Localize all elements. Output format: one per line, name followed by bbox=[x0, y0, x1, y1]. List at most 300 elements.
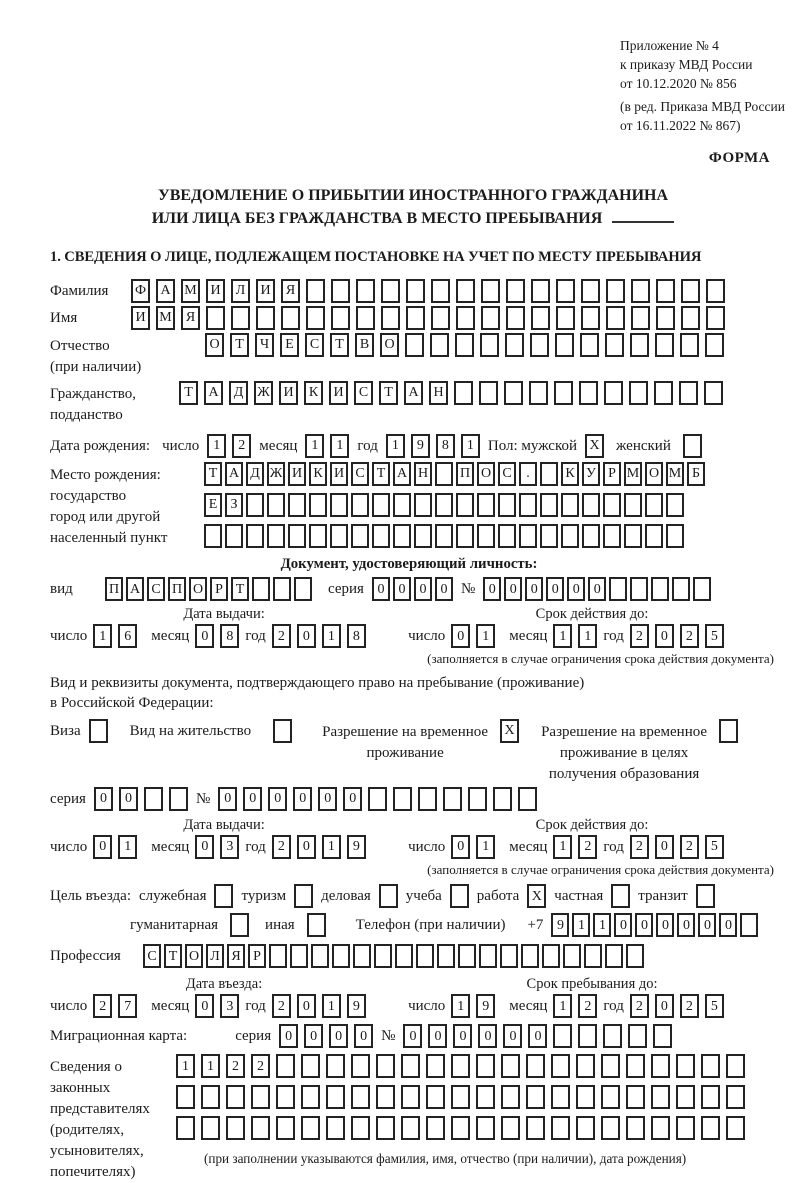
cell[interactable]: 0 bbox=[195, 624, 214, 648]
cell[interactable]: 0 bbox=[428, 1024, 447, 1048]
cell[interactable] bbox=[519, 524, 537, 548]
cell[interactable] bbox=[230, 913, 249, 937]
cell[interactable] bbox=[306, 279, 325, 303]
cell[interactable]: 3 bbox=[220, 835, 239, 859]
cell[interactable] bbox=[401, 1085, 420, 1109]
cell[interactable] bbox=[506, 306, 525, 330]
cell[interactable] bbox=[437, 944, 455, 968]
cell[interactable] bbox=[581, 279, 600, 303]
cell[interactable] bbox=[331, 279, 350, 303]
purpose-official-checkbox[interactable] bbox=[214, 884, 233, 908]
cell[interactable] bbox=[276, 1116, 295, 1140]
cell[interactable]: Т bbox=[372, 462, 390, 486]
cell[interactable] bbox=[603, 1024, 622, 1048]
residence-permit-checkbox[interactable] bbox=[273, 719, 292, 743]
cell[interactable]: 0 bbox=[195, 994, 214, 1018]
cell[interactable] bbox=[582, 493, 600, 517]
cell[interactable]: 9 bbox=[411, 434, 430, 458]
cell[interactable] bbox=[521, 944, 539, 968]
cell[interactable]: О bbox=[380, 333, 399, 357]
cell[interactable]: 6 bbox=[118, 624, 137, 648]
cell[interactable]: М bbox=[156, 306, 175, 330]
cell[interactable]: В bbox=[355, 333, 374, 357]
cell[interactable]: О bbox=[185, 944, 203, 968]
birthplace-input-row3[interactable] bbox=[204, 524, 705, 548]
cell[interactable] bbox=[726, 1116, 745, 1140]
cell[interactable]: 1 bbox=[553, 624, 572, 648]
cell[interactable]: 1 bbox=[201, 1054, 220, 1078]
cell[interactable] bbox=[456, 493, 474, 517]
cell[interactable] bbox=[582, 524, 600, 548]
permit-issue-year[interactable] bbox=[272, 835, 366, 859]
cell[interactable]: И bbox=[279, 381, 298, 405]
cell[interactable]: 2 bbox=[93, 994, 112, 1018]
cell[interactable]: 1 bbox=[578, 624, 597, 648]
cell[interactable]: С bbox=[143, 944, 161, 968]
cell[interactable] bbox=[656, 279, 675, 303]
cell[interactable] bbox=[540, 524, 558, 548]
cell[interactable] bbox=[426, 1116, 445, 1140]
cell[interactable]: П bbox=[168, 577, 186, 601]
cell[interactable] bbox=[645, 524, 663, 548]
cell[interactable] bbox=[701, 1085, 720, 1109]
cell[interactable]: 0 bbox=[435, 577, 453, 601]
cell[interactable]: 0 bbox=[719, 913, 737, 937]
cell[interactable]: 1 bbox=[572, 913, 590, 937]
cell[interactable] bbox=[676, 1085, 695, 1109]
cell[interactable]: О bbox=[477, 462, 495, 486]
cell[interactable]: 0 bbox=[635, 913, 653, 937]
cell[interactable] bbox=[601, 1116, 620, 1140]
cell[interactable] bbox=[601, 1085, 620, 1109]
cell[interactable] bbox=[676, 1116, 695, 1140]
cell[interactable]: 0 bbox=[451, 624, 470, 648]
cell[interactable] bbox=[704, 381, 723, 405]
cell[interactable] bbox=[294, 577, 312, 601]
cell[interactable] bbox=[430, 333, 449, 357]
cell[interactable] bbox=[311, 944, 329, 968]
cell[interactable] bbox=[144, 787, 163, 811]
cell[interactable] bbox=[476, 1085, 495, 1109]
cell[interactable] bbox=[450, 884, 469, 908]
cell[interactable] bbox=[414, 493, 432, 517]
cell[interactable] bbox=[531, 306, 550, 330]
cell[interactable]: 1 bbox=[93, 624, 112, 648]
cell[interactable] bbox=[372, 524, 390, 548]
cell[interactable] bbox=[416, 944, 434, 968]
cell[interactable] bbox=[330, 524, 348, 548]
cell[interactable]: 0 bbox=[478, 1024, 497, 1048]
cell[interactable]: 0 bbox=[451, 835, 470, 859]
cell[interactable]: 2 bbox=[251, 1054, 270, 1078]
cell[interactable] bbox=[551, 1085, 570, 1109]
cell[interactable] bbox=[374, 944, 392, 968]
cell[interactable] bbox=[500, 944, 518, 968]
cell[interactable]: 1 bbox=[330, 434, 349, 458]
cell[interactable] bbox=[351, 1116, 370, 1140]
cell[interactable] bbox=[376, 1116, 395, 1140]
cell[interactable]: 1 bbox=[322, 835, 341, 859]
cell[interactable] bbox=[477, 524, 495, 548]
cell[interactable] bbox=[426, 1085, 445, 1109]
cell[interactable]: О bbox=[189, 577, 207, 601]
cell[interactable]: 1 bbox=[322, 624, 341, 648]
cell[interactable] bbox=[726, 1054, 745, 1078]
cell[interactable]: 1 bbox=[451, 994, 470, 1018]
cell[interactable] bbox=[301, 1116, 320, 1140]
cell[interactable] bbox=[468, 787, 487, 811]
cell[interactable] bbox=[290, 944, 308, 968]
cell[interactable]: 5 bbox=[705, 994, 724, 1018]
cell[interactable] bbox=[401, 1054, 420, 1078]
cell[interactable] bbox=[176, 1085, 195, 1109]
permit-issue-day[interactable] bbox=[93, 835, 137, 859]
cell[interactable]: 0 bbox=[119, 787, 138, 811]
name-input[interactable] bbox=[131, 306, 725, 330]
cell[interactable]: М bbox=[624, 462, 642, 486]
cell[interactable]: 8 bbox=[436, 434, 455, 458]
permit-issue-month[interactable] bbox=[195, 835, 239, 859]
cell[interactable] bbox=[401, 1116, 420, 1140]
cell[interactable]: X bbox=[500, 719, 519, 743]
cell[interactable] bbox=[89, 719, 108, 743]
cell[interactable] bbox=[606, 306, 625, 330]
cell[interactable] bbox=[267, 493, 285, 517]
stay-month[interactable] bbox=[553, 994, 597, 1018]
cell[interactable]: 2 bbox=[232, 434, 251, 458]
cell[interactable]: У bbox=[582, 462, 600, 486]
cell[interactable] bbox=[630, 577, 648, 601]
cell[interactable] bbox=[576, 1085, 595, 1109]
cell[interactable]: 1 bbox=[305, 434, 324, 458]
cell[interactable]: 0 bbox=[279, 1024, 298, 1048]
cell[interactable] bbox=[681, 279, 700, 303]
cell[interactable]: 0 bbox=[546, 577, 564, 601]
migration-card-series-input[interactable] bbox=[279, 1024, 373, 1048]
cell[interactable]: 1 bbox=[176, 1054, 195, 1078]
cell[interactable] bbox=[526, 1116, 545, 1140]
cell[interactable]: 0 bbox=[655, 624, 674, 648]
cell[interactable]: 0 bbox=[304, 1024, 323, 1048]
cell[interactable]: К bbox=[304, 381, 323, 405]
purpose-other-checkbox[interactable] bbox=[307, 913, 326, 937]
cell[interactable] bbox=[579, 381, 598, 405]
reps-input-row2[interactable] bbox=[176, 1085, 745, 1109]
passport-valid-month[interactable] bbox=[553, 624, 597, 648]
cell[interactable]: 2 bbox=[680, 624, 699, 648]
cell[interactable] bbox=[225, 524, 243, 548]
cell[interactable] bbox=[414, 524, 432, 548]
purpose-tourism-checkbox[interactable] bbox=[294, 884, 313, 908]
cell[interactable] bbox=[256, 306, 275, 330]
cell[interactable] bbox=[705, 333, 724, 357]
cell[interactable]: 2 bbox=[272, 994, 291, 1018]
cell[interactable] bbox=[351, 1054, 370, 1078]
cell[interactable]: 0 bbox=[318, 787, 337, 811]
cell[interactable] bbox=[406, 306, 425, 330]
cell[interactable]: 0 bbox=[372, 577, 390, 601]
cell[interactable] bbox=[481, 306, 500, 330]
cell[interactable] bbox=[231, 306, 250, 330]
cell[interactable]: 0 bbox=[655, 994, 674, 1018]
permit-number-input[interactable] bbox=[218, 787, 537, 811]
cell[interactable] bbox=[498, 524, 516, 548]
cell[interactable]: 9 bbox=[476, 994, 495, 1018]
cell[interactable] bbox=[672, 577, 690, 601]
cell[interactable]: 1 bbox=[386, 434, 405, 458]
cell[interactable]: М bbox=[181, 279, 200, 303]
cell[interactable]: 8 bbox=[347, 624, 366, 648]
cell[interactable] bbox=[706, 279, 725, 303]
cell[interactable] bbox=[376, 1054, 395, 1078]
cell[interactable]: К bbox=[309, 462, 327, 486]
cell[interactable]: 1 bbox=[593, 913, 611, 937]
cell[interactable]: 2 bbox=[680, 835, 699, 859]
cell[interactable] bbox=[267, 524, 285, 548]
surname-input[interactable] bbox=[131, 279, 725, 303]
cell[interactable] bbox=[393, 787, 412, 811]
cell[interactable] bbox=[353, 944, 371, 968]
cell[interactable] bbox=[405, 333, 424, 357]
cell[interactable] bbox=[393, 493, 411, 517]
cell[interactable] bbox=[603, 493, 621, 517]
cell[interactable]: Т bbox=[231, 577, 249, 601]
cell[interactable]: П bbox=[105, 577, 123, 601]
cell[interactable] bbox=[332, 944, 350, 968]
cell[interactable] bbox=[214, 884, 233, 908]
cell[interactable] bbox=[169, 787, 188, 811]
cell[interactable]: 0 bbox=[504, 577, 522, 601]
cell[interactable] bbox=[479, 944, 497, 968]
cell[interactable]: Т bbox=[379, 381, 398, 405]
cell[interactable]: 1 bbox=[476, 624, 495, 648]
cell[interactable]: 0 bbox=[268, 787, 287, 811]
cell[interactable]: А bbox=[225, 462, 243, 486]
sex-male-checkbox[interactable] bbox=[585, 434, 604, 458]
cell[interactable]: М bbox=[666, 462, 684, 486]
cell[interactable]: 2 bbox=[630, 624, 649, 648]
cell[interactable]: 0 bbox=[297, 994, 316, 1018]
purpose-transit-checkbox[interactable] bbox=[696, 884, 715, 908]
cell[interactable] bbox=[576, 1054, 595, 1078]
entry-day[interactable] bbox=[93, 994, 137, 1018]
cell[interactable] bbox=[556, 279, 575, 303]
cell[interactable] bbox=[246, 493, 264, 517]
cell[interactable] bbox=[294, 884, 313, 908]
cell[interactable] bbox=[693, 577, 711, 601]
cell[interactable]: . bbox=[519, 462, 537, 486]
cell[interactable]: X bbox=[527, 884, 546, 908]
cell[interactable] bbox=[504, 381, 523, 405]
cell[interactable] bbox=[706, 306, 725, 330]
cell[interactable]: С bbox=[305, 333, 324, 357]
cell[interactable] bbox=[426, 1054, 445, 1078]
cell[interactable]: Д bbox=[229, 381, 248, 405]
cell[interactable]: 0 bbox=[503, 1024, 522, 1048]
permit-valid-month[interactable] bbox=[553, 835, 597, 859]
cell[interactable] bbox=[654, 381, 673, 405]
doc-series-input[interactable] bbox=[372, 577, 453, 601]
cell[interactable]: 0 bbox=[343, 787, 362, 811]
cell[interactable] bbox=[477, 493, 495, 517]
cell[interactable]: Ф bbox=[131, 279, 150, 303]
reps-input-row1[interactable] bbox=[176, 1054, 745, 1078]
cell[interactable] bbox=[530, 333, 549, 357]
cell[interactable]: Е bbox=[204, 493, 222, 517]
cell[interactable] bbox=[726, 1085, 745, 1109]
cell[interactable] bbox=[451, 1085, 470, 1109]
cell[interactable]: 0 bbox=[218, 787, 237, 811]
cell[interactable]: 9 bbox=[551, 913, 569, 937]
cell[interactable]: 9 bbox=[347, 835, 366, 859]
cell[interactable]: Т bbox=[179, 381, 198, 405]
cell[interactable]: З bbox=[225, 493, 243, 517]
cell[interactable] bbox=[740, 913, 758, 937]
cell[interactable]: Н bbox=[429, 381, 448, 405]
cell[interactable]: 0 bbox=[403, 1024, 422, 1048]
cell[interactable]: Я bbox=[281, 279, 300, 303]
cell[interactable] bbox=[719, 719, 738, 743]
cell[interactable]: 0 bbox=[528, 1024, 547, 1048]
cell[interactable] bbox=[580, 333, 599, 357]
cell[interactable] bbox=[288, 524, 306, 548]
cell[interactable]: 0 bbox=[93, 835, 112, 859]
cell[interactable]: 1 bbox=[207, 434, 226, 458]
cell[interactable] bbox=[576, 1116, 595, 1140]
cell[interactable] bbox=[418, 787, 437, 811]
cell[interactable]: 1 bbox=[322, 994, 341, 1018]
cell[interactable] bbox=[456, 524, 474, 548]
cell[interactable]: Д bbox=[246, 462, 264, 486]
cell[interactable]: Т bbox=[164, 944, 182, 968]
birthplace-input-row1[interactable] bbox=[204, 462, 705, 486]
cell[interactable] bbox=[624, 493, 642, 517]
cell[interactable]: П bbox=[456, 462, 474, 486]
cell[interactable]: С bbox=[498, 462, 516, 486]
cell[interactable] bbox=[601, 1054, 620, 1078]
cell[interactable]: И bbox=[131, 306, 150, 330]
cell[interactable] bbox=[326, 1085, 345, 1109]
cell[interactable] bbox=[351, 1085, 370, 1109]
cell[interactable] bbox=[443, 787, 462, 811]
cell[interactable] bbox=[273, 577, 291, 601]
cell[interactable]: 8 bbox=[220, 624, 239, 648]
birth-day-input[interactable] bbox=[207, 434, 251, 458]
cell[interactable] bbox=[326, 1054, 345, 1078]
entry-year[interactable] bbox=[272, 994, 366, 1018]
visa-checkbox[interactable] bbox=[89, 719, 108, 743]
cell[interactable]: К bbox=[561, 462, 579, 486]
cell[interactable]: Ч bbox=[255, 333, 274, 357]
cell[interactable] bbox=[563, 944, 581, 968]
purpose-private-checkbox[interactable] bbox=[611, 884, 630, 908]
cell[interactable] bbox=[631, 306, 650, 330]
cell[interactable]: 0 bbox=[293, 787, 312, 811]
cell[interactable] bbox=[631, 279, 650, 303]
cell[interactable]: 0 bbox=[414, 577, 432, 601]
cell[interactable] bbox=[605, 333, 624, 357]
cell[interactable]: 2 bbox=[578, 994, 597, 1018]
cell[interactable] bbox=[554, 381, 573, 405]
cell[interactable]: 2 bbox=[578, 835, 597, 859]
cell[interactable] bbox=[273, 719, 292, 743]
cell[interactable] bbox=[531, 279, 550, 303]
cell[interactable] bbox=[604, 381, 623, 405]
cell[interactable] bbox=[506, 279, 525, 303]
stay-year[interactable] bbox=[630, 994, 724, 1018]
cell[interactable]: 0 bbox=[483, 577, 501, 601]
cell[interactable] bbox=[701, 1054, 720, 1078]
cell[interactable] bbox=[246, 524, 264, 548]
cell[interactable]: 0 bbox=[329, 1024, 348, 1048]
cell[interactable]: 5 bbox=[705, 835, 724, 859]
cell[interactable] bbox=[555, 333, 574, 357]
cell[interactable] bbox=[476, 1116, 495, 1140]
cell[interactable] bbox=[540, 493, 558, 517]
cell[interactable]: 0 bbox=[94, 787, 113, 811]
cell[interactable] bbox=[578, 1024, 597, 1048]
cell[interactable] bbox=[356, 279, 375, 303]
cell[interactable]: И bbox=[256, 279, 275, 303]
cell[interactable] bbox=[526, 1054, 545, 1078]
cell[interactable]: А bbox=[393, 462, 411, 486]
cell[interactable] bbox=[476, 1054, 495, 1078]
cell[interactable]: С bbox=[351, 462, 369, 486]
cell[interactable] bbox=[626, 1116, 645, 1140]
purpose-humanitarian-checkbox[interactable] bbox=[230, 913, 249, 937]
cell[interactable]: 0 bbox=[698, 913, 716, 937]
cell[interactable] bbox=[605, 944, 623, 968]
stay-day[interactable] bbox=[451, 994, 495, 1018]
cell[interactable] bbox=[656, 306, 675, 330]
cell[interactable]: 0 bbox=[354, 1024, 373, 1048]
birth-year-input[interactable] bbox=[386, 434, 480, 458]
cell[interactable] bbox=[269, 944, 287, 968]
cell[interactable]: А bbox=[404, 381, 423, 405]
passport-issue-day[interactable] bbox=[93, 624, 137, 648]
cell[interactable] bbox=[519, 493, 537, 517]
cell[interactable]: 0 bbox=[677, 913, 695, 937]
cell[interactable] bbox=[309, 524, 327, 548]
cell[interactable]: Н bbox=[414, 462, 432, 486]
cell[interactable] bbox=[368, 787, 387, 811]
cell[interactable]: 2 bbox=[630, 835, 649, 859]
cell[interactable] bbox=[526, 1085, 545, 1109]
cell[interactable] bbox=[501, 1054, 520, 1078]
cell[interactable]: С bbox=[354, 381, 373, 405]
permit-series-input[interactable] bbox=[94, 787, 188, 811]
cell[interactable] bbox=[252, 577, 270, 601]
cell[interactable]: 0 bbox=[614, 913, 632, 937]
cell[interactable] bbox=[624, 524, 642, 548]
cell[interactable]: Я bbox=[227, 944, 245, 968]
cell[interactable] bbox=[696, 884, 715, 908]
cell[interactable] bbox=[376, 1085, 395, 1109]
permit-valid-year[interactable] bbox=[630, 835, 724, 859]
cell[interactable] bbox=[176, 1116, 195, 1140]
cell[interactable] bbox=[651, 1085, 670, 1109]
cell[interactable]: А bbox=[156, 279, 175, 303]
cell[interactable] bbox=[435, 493, 453, 517]
cell[interactable]: 1 bbox=[118, 835, 137, 859]
cell[interactable] bbox=[393, 524, 411, 548]
cell[interactable]: Ж bbox=[254, 381, 273, 405]
cell[interactable] bbox=[553, 1024, 572, 1048]
cell[interactable] bbox=[628, 1024, 647, 1048]
phone-input[interactable] bbox=[551, 913, 758, 937]
cell[interactable] bbox=[501, 1116, 520, 1140]
cell[interactable] bbox=[505, 333, 524, 357]
